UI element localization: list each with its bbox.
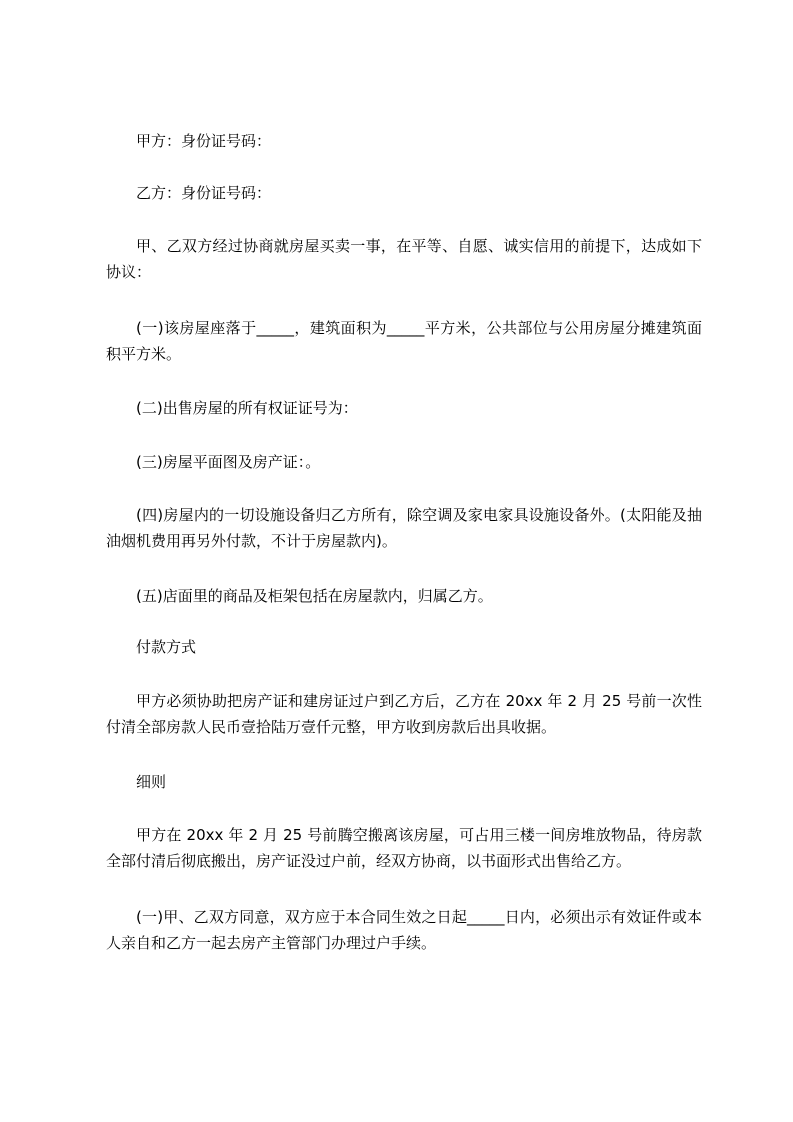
clause-property-location: (一)该房屋座落于_____，建筑面积为_____平方米，公共部位与公用房屋分摊建筑面积平方米。 — [106, 319, 702, 363]
agreement-preamble: 甲、乙双方经过协商就房屋买卖一事，在平等、自愿、诚实信用的前提下，达成如下协议： — [106, 237, 702, 281]
party-a-id-line: 甲方：身份证号码： — [136, 132, 272, 150]
section-heading-payment: 付款方式 — [136, 638, 197, 656]
party-b-id-line: 乙方：身份证号码： — [136, 184, 272, 202]
payment-terms: 甲方必须协助把房产证和建房证过户到乙方后，乙方在 20xx 年 2 月 25 号前一次性付清全部房款人民币壹拾陆万壹仟元整，甲方收到房款后出具收据。 — [106, 692, 702, 736]
section-heading-details: 细则 — [136, 773, 167, 791]
clause-floor-plan: (三)房屋平面图及房产证：。 — [136, 453, 321, 471]
clause-certificate-number: (二)出售房屋的所有权证证号为： — [136, 399, 358, 417]
details-vacate-terms: 甲方在 20xx 年 2 月 25 号前腾空搬离该房屋，可占用三楼一间房堆放物品，待房款全部付清后彻底搬出，房产证没过户前，经双方协商，以书面形式出售给乙方。 — [106, 826, 702, 870]
details-transfer-clause: (一)甲、乙双方同意，双方应于本合同生效之日起_____日内，必须出示有效证件或本人亲自和乙方一起去房产主管部门办理过户手续。 — [106, 908, 702, 952]
clause-fixtures: (四)房屋内的一切设施设备归乙方所有，除空调及家电家具设施设备外。(太阳能及抽油烟机费用再另外付款，不计于房屋款内)。 — [106, 506, 702, 550]
clause-shop-goods: (五)店面里的商品及柜架包括在房屋款内，归属乙方。 — [136, 587, 493, 605]
